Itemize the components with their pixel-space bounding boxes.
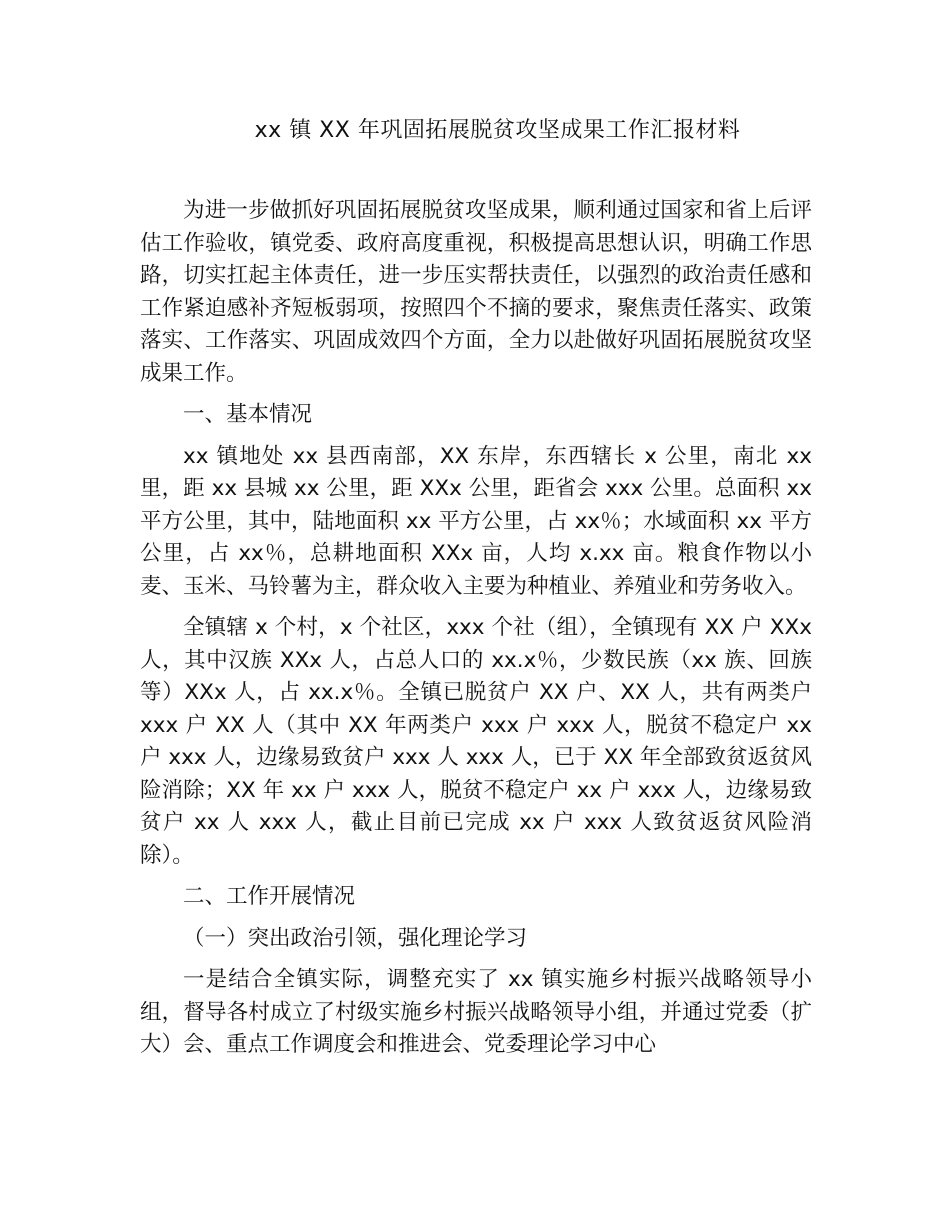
intro-paragraph: 为进一步做抓好巩固拓展脱贫攻坚成果，顺利通过国家和省上后评估工作验收，镇党委、政府高度重视，积极提高思想认识，明确工作思路，切实扛起主体责任，进一步压实帮扶责任，以强烈的政治责任感和工作紧迫感补齐短板弱项，按照四个不摘的要求，聚焦责任落实、政策落实、工作落实、巩固成效四个方面，全力以赴做好巩固拓展脱贫攻坚成果工作。 (140, 198, 812, 386)
document-title: xx 镇 XX 年巩固拓展脱贫攻坚成果工作汇报材料 (254, 118, 741, 143)
political-guidance-paragraph: 一是结合全镇实际，调整充实了 xx 镇实施乡村振兴战略领导小组，督导各村成立了村级实施乡村振兴战略领导小组，并通过党委（扩大）会、重点工作调度会和推进会、党委理论学习中心 (140, 967, 812, 1057)
subsection-heading-political-guidance: （一）突出政治引领，强化理论学习 (183, 925, 528, 951)
basic-situation-paragraph-2: 全镇辖 x 个村，x 个社区，xxx 个社（组），全镇现有 XX 户 XXx 人，其中汉族 XXx 人，占总人口的 xx.x％，少数民族（xx 族、回族等）XXx 人，占 xx.x％。全镇已脱贫户 XX 户、XX 人，共有两类户 xxx 户 XX 人（其中 XX 年两类户 xxx 户 xxx 人，脱贫不稳定户 xx 户 xxx 人，边缘易致贫户 xxx 人 xxx 人，已于 XX 年全部致贫返贫风险消除；XX 年 xx 户 xxx 人，脱贫不稳定户 xx 户 xxx 人，边缘易致贫户 xx 人 xxx 人，截止目前已完成 xx 户 xxx 人致贫返贫风险消除）。 (140, 615, 812, 868)
basic-situation-paragraph-1: xx 镇地处 xx 县西南部，XX 东岸，东西辖长 x 公里，南北 xx 里，距 xx 县城 xx 公里，距 XXx 公里，距省会 xxx 公里。总面积 xx 平方公里，其中，陆地面积 xx 平方公里，占 xx％；水域面积 xx 平方公里，占 xx％，总耕地面积 XXx 亩，人均 x.xx 亩。粮食作物以小麦、玉米、马铃薯为主，群众收入主要为种植业、养殖业和劳务收入。 (140, 443, 812, 599)
section-heading-basic-situation: 一、基本情况 (183, 402, 313, 427)
section-heading-work-progress: 二、工作开展情况 (183, 884, 356, 909)
document-body (140, 195, 812, 1071)
